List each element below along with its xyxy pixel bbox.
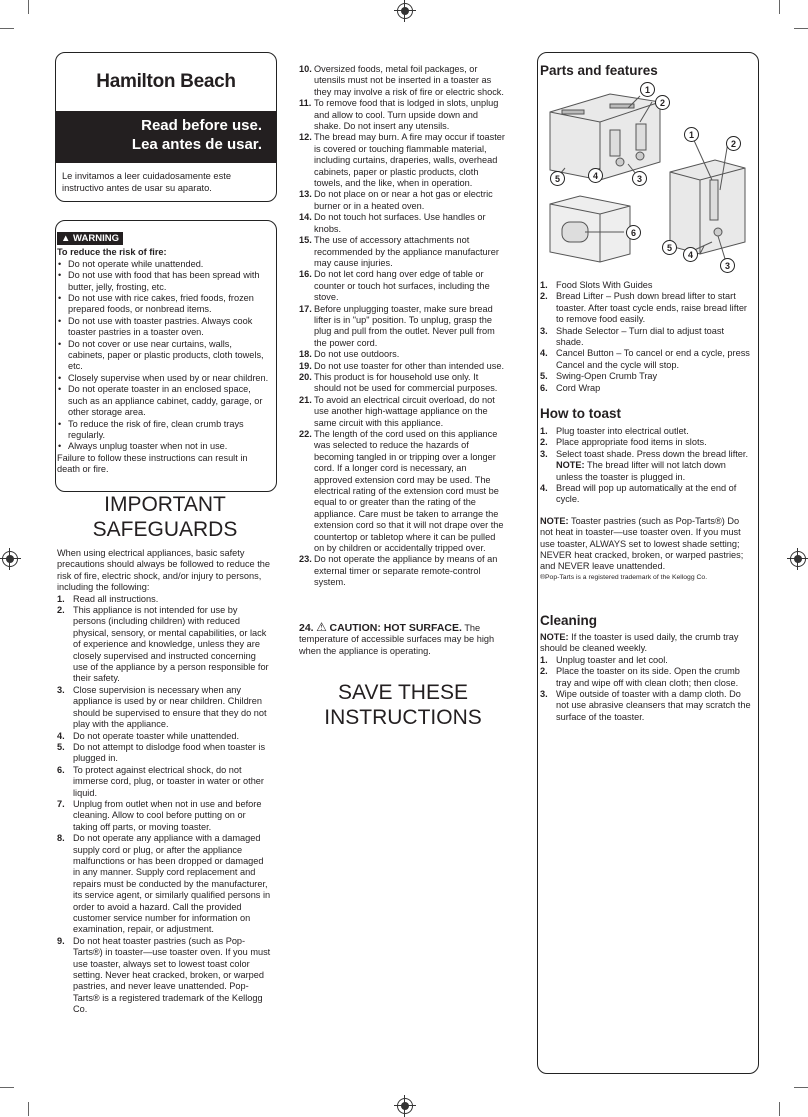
list-item: 13. Do not place on or near a hot gas or electric burner or in a heated oven. (299, 189, 493, 211)
list-item: 18. Do not use outdoors. (299, 349, 400, 360)
warning-badge: ▲ WARNING (57, 232, 123, 245)
warning-triangle-icon: ▲ (61, 233, 74, 244)
brand-logo: Hamilton Beach (96, 71, 236, 92)
list-item: 3. Shade Selector – Turn dial to adjust toast shade. (540, 325, 725, 348)
list-item: 20. This product is for household use only. It should not be used for commercial purposes. (299, 371, 498, 394)
callout-4: 4 (588, 168, 603, 183)
crop-mark (794, 28, 808, 29)
callout-5: 5 (550, 171, 565, 186)
warning-heading: To reduce the risk of fire: (57, 247, 167, 258)
list-item: • Always unplug toaster when not in use. (57, 441, 271, 452)
cleaning-block (540, 632, 752, 723)
list-item: • To reduce the risk of fire, clean crumb trays regularly. (57, 419, 271, 442)
callout-5b: 5 (662, 240, 677, 255)
list-item: 16. Do not let cord hang over edge of table or counter or touch hot surfaces, including the stove. (299, 269, 490, 303)
caution-hot-surface: 24. ⚠ CAUTION: HOT SURFACE. The temperature of accessible surfaces may be high when the appliance is operating. (299, 620, 495, 656)
warning-content (57, 232, 271, 476)
list-item: 2. This appliance is not intended for use by persons (including children) with reduced physical, sensory, or mental capabilities, or lack of experience and knowledge, unless they are closely supervised and instructed concerning use of the appliance by a person responsible for their safety. (57, 605, 269, 684)
safeguards-list-part2 (299, 64, 507, 589)
list-item: • Closely supervise when used by or near children. (57, 373, 271, 384)
cleaning-title: Cleaning (540, 613, 598, 628)
list-item: 1. Unplug toaster and let cool. (540, 654, 668, 665)
list-item: 1. Food Slots With Guides (540, 280, 653, 290)
safeguards-col2 (299, 64, 507, 589)
list-item: 3. Close supervision is necessary when any appliance is used by or near children. Children should be supervised to ensure that they do not play with the appliance. (57, 684, 267, 730)
toaster-illustration (540, 82, 756, 277)
list-item: • Do not use with food that has been spread with butter, jelly, frosting, etc. (57, 270, 271, 293)
how-to-toast-title: How to toast (540, 406, 621, 421)
how-to-list (540, 426, 752, 506)
trademark-note: ®Pop-Tarts is a registered trademark of the Kellogg Co. (540, 573, 708, 581)
safeguards-intro: When using electrical appliances, basic safety precautions should always be followed to reduce the risk of fire, electric shock, and/or injury to persons, including the following: (57, 548, 270, 593)
list-item: 17. Before unplugging toaster, make sure bread lifter is in "up" position. To unplug, grasp the plug and pull from the outlet. Never pull from the power cord. (299, 303, 495, 348)
list-item: 7. Unplug from outlet when not in use and before cleaning. Allow to cool before putting on or taking off parts, or moving toaster. (57, 798, 262, 832)
callout-4b: 4 (683, 247, 698, 262)
list-item: 4. Cancel Button – To cancel or end a cycle, press Cancel and the cycle will stop. (540, 348, 750, 370)
list-item: 10. Oversized foods, metal foil packages, or utensils must not be inserted in a toaster as they may involve a risk of fire or electric shock. (299, 64, 504, 97)
registration-mark-icon (397, 3, 413, 19)
parts-list (540, 280, 752, 394)
list-item: 15. The use of accessory attachments not recommended by the appliance manufacturer may cause injuries. (299, 235, 499, 268)
hot-surface-icon: ⚠ (316, 620, 327, 634)
list-item: 2. Place the toaster on its side. Open the crumb tray and wipe off with clean cloth; then close. (540, 666, 740, 688)
list-item: 5. Do not attempt to dislodge food when toaster is plugged in. (57, 741, 266, 764)
list-item: 21. To avoid an electrical circuit overload, do not use another high-wattage appliance on the same circuit with this appliance. (299, 394, 495, 428)
cleaning-list (540, 655, 752, 723)
how-to-toast-block (540, 426, 752, 582)
invite-text: Le invitamos a leer cuidadosamente este instructivo antes de usar su aparato. (62, 171, 231, 193)
safeguards-col1 (57, 548, 271, 1016)
banner-line2: Lea antes de usar. (131, 136, 262, 153)
list-item: • Do not use with toaster pastries. Always cook toaster pastries in a toaster oven. (57, 316, 271, 339)
callout-3b: 3 (720, 258, 735, 273)
crop-mark (779, 1102, 780, 1116)
list-item: 3. Wipe outside of toaster with a damp cloth. Do not use abrasive cleansers that may scratch the surface of the toaster. (540, 689, 751, 722)
list-item: 6. Cord Wrap (540, 382, 601, 393)
list-item: 5. Swing-Open Crumb Tray (540, 371, 658, 382)
read-before-use-banner (56, 111, 276, 163)
callout-3: 3 (632, 171, 647, 186)
cover-box (55, 52, 277, 202)
list-item: 6. To protect against electrical shock, do not immerse cord, plug, or toaster in water or other liquid. (57, 764, 264, 798)
list-item: 22. The length of the cord used on this appliance was selected to reduce the hazards of becoming tangled in or tripping over a longer cord. If a longer cord is necessary, an approved extension cord may be used. The electrical rating of the extension cord must be equal to or greater than the rating of the appliance. Care must be taken to arrange the extension cord so that it will not drape over the countertop or tabletop where it can be pulled on by children or accidentally tripped over. (299, 429, 504, 554)
list-item: • Do not operate while unattended. (57, 259, 271, 270)
list-item: 23. Do not operate the appliance by means of an external timer or separate remote-control system. (299, 554, 498, 588)
pastry-note: NOTE: Toaster pastries (such as Pop-Tarts®) Do not heat in toaster—use toaster oven. If you must use toaster, ALWAYS set to lowest shade setting; NEVER heat cracked, broken, or warped pastries; and NEVER leave unattended. (540, 515, 744, 572)
list-item: 14. Do not touch hot surfaces. Use handles or knobs. (299, 212, 486, 234)
save-instructions-title: SAVE THESE INSTRUCTIONS (324, 681, 482, 729)
list-item: • Do not use with rice cakes, fried foods, frozen prepared foods, or nonbread items. (57, 293, 271, 316)
registration-mark-icon (2, 551, 18, 567)
callout-2: 2 (655, 95, 670, 110)
crop-mark (779, 0, 780, 14)
list-item: 1. Plug toaster into electrical outlet. (540, 426, 689, 436)
list-item: 4. Bread will pop up automatically at the end of cycle. (540, 483, 737, 505)
crop-mark (794, 1087, 808, 1088)
callout-1b: 1 (684, 127, 699, 142)
crop-mark (28, 1102, 29, 1116)
list-item: 3. Select toast shade. Press down the bread lifter. NOTE: The bread lifter will not latch down unless the toaster is plugged in. (540, 448, 749, 482)
list-item: 9. Do not heat toaster pastries (such as Pop-Tarts®) in toaster—use toaster oven. If you must use toaster, always set to lowest toast color setting. Never heat cracked, broken, or warped pastries, and never leave unattended. Pop-Tarts® is a registered trademark of the Kellogg Co. (57, 935, 271, 1015)
parts-title: Parts and features (540, 63, 658, 78)
list-item: 12. The bread may burn. A fire may occur if toaster is covered or touching flammable material, including curtains, draperies, walls, overhead cabinets, paper or plastic products, cloth towels, and the like, when in operation. (299, 132, 505, 189)
callout-6: 6 (626, 225, 641, 240)
callout-1: 1 (640, 82, 655, 97)
list-item: • Do not cover or use near curtains, walls, cabinets, paper or plastic products, cloth towels, etc. (57, 339, 271, 373)
parts-list-block (540, 280, 752, 394)
list-item: • Do not operate toaster in an enclosed space, such as an appliance cabinet, caddy, garage, or other storage area. (57, 384, 271, 418)
list-item: 1. Read all instructions. (57, 593, 159, 604)
crop-mark (0, 1087, 14, 1088)
callout-2b: 2 (726, 136, 741, 151)
warning-list (57, 259, 271, 453)
important-safeguards-title: IMPORTANT SAFEGUARDS (92, 493, 238, 541)
warning-footer: Failure to follow these instructions can result in death or fire. (57, 452, 248, 475)
crop-mark (28, 0, 29, 14)
safeguards-list-part1 (57, 594, 271, 1016)
registration-mark-icon (397, 1098, 413, 1114)
list-item: 2. Place appropriate food items in slots. (540, 437, 707, 448)
list-item: 2. Bread Lifter – Push down bread lifter to start toaster. After toast cycle ends, raise bread lifter to remove food easily. (540, 291, 747, 325)
list-item: 8. Do not operate any appliance with a damaged supply cord or plug, or after the appliance malfunctions or has been dropped or damaged in any manner. Supply cord replacement and repairs must be conducted by the manufacturer, its service agent, or similarly qualified persons in order to avoid a hazard. Call the provided customer service number for information on examination, repair, or adjustment. (57, 833, 271, 935)
toaster-diagram (540, 82, 756, 277)
cleaning-note: NOTE: If the toaster is used daily, the crumb tray should be cleaned weekly. (540, 632, 739, 654)
list-item: 11. To remove food that is lodged in slots, unplug and allow to cool. Turn upside down and shake. Do not insert any utensils. (299, 98, 499, 132)
crop-mark (0, 28, 14, 29)
banner-line1: Read before use. (141, 117, 262, 134)
registration-mark-icon (790, 551, 806, 567)
list-item: 4. Do not operate toaster while unattended. (57, 730, 239, 741)
list-item: 19. Do not use toaster for other than intended use. (299, 360, 504, 371)
